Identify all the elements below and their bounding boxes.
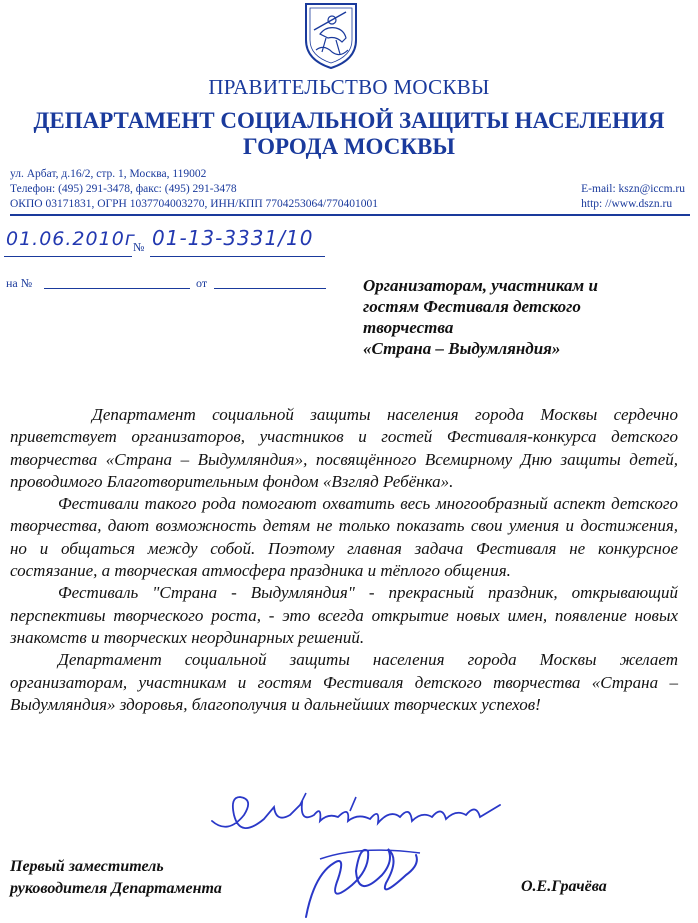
registration-number: 01-13-3331/10 (152, 226, 314, 250)
addressee-line3: творчества (363, 318, 454, 337)
department-title-line2: ГОРОДА МОСКВЫ (243, 134, 455, 159)
reference-underline (44, 288, 190, 289)
handwritten-signature (210, 775, 510, 923)
registration-date: 01.06.2010г (6, 228, 136, 250)
paragraph-3: Фестиваль "Страна - Выдумляндия" - прекрасный праздник, открывающий перспективы творческого роста, - это всегда открытие новых имен, появление новых знакомств и творческих неординарных решений. (10, 583, 678, 647)
moscow-coat-of-arms-icon (302, 0, 360, 70)
email: E-mail: kszn@iccm.ru (581, 183, 685, 195)
number-label: № (133, 240, 145, 254)
from-label: от (196, 276, 208, 290)
signatory-title-line1: Первый заместитель (10, 858, 164, 875)
address: ул. Арбат, д.16/2, стр. 1, Москва, 119002 (10, 168, 207, 180)
date-underline (4, 256, 132, 257)
addressee-line1: Организаторам, участникам и (363, 276, 598, 295)
paragraph-1: Департамент социальной защиты населения города Москвы сердечно приветствует организаторов, участников и гостей Фестиваля-конкурса детского творчества «Страна – Выдумляндия», посвящённого Всемирному Дню защиты детей, проводимого Благотворительным фондом «Взгляд Ребёнка». (10, 405, 678, 491)
addressee-line2: гостям Фестиваля детского (363, 297, 581, 316)
registry-codes: ОКПО 03171831, ОГРН 1037704003270, ИНН/КПП 7704253064/770401001 (10, 198, 378, 210)
letter-body (10, 404, 678, 716)
from-underline (214, 288, 326, 289)
department-title (0, 108, 698, 160)
signatory-title (10, 856, 222, 900)
addressee (363, 275, 683, 359)
phone: Телефон: (495) 291-3478, факс: (495) 291-3478 (10, 183, 237, 195)
header-divider (10, 214, 690, 216)
paragraph-4: Департамент социальной защиты населения города Москвы желает организаторам, участникам и гостям Фестиваля детского творчества «Страна – Выдумляндия» здоровья, благополучия и дальнейших творческих успехов! (10, 650, 678, 714)
reference-label: на № (6, 276, 33, 290)
department-title-line1: ДЕПАРТАМЕНТ СОЦИАЛЬНОЙ ЗАЩИТЫ НАСЕЛЕНИЯ (33, 108, 665, 133)
signatory-title-line2: руководителя Департамента (10, 880, 222, 897)
signatory-name: О.Е.Грачёва (521, 878, 607, 895)
paragraph-2: Фестивали такого рода помогают охватить весь многообразный аспект детского творчества, дают возможность детям не только показать свои умения и достижения, но и общаться между собой. Поэтому главная задача Фестиваля не конкурсное состязание, а творческая атмосфера праздника и тёплого общения. (10, 494, 678, 581)
website: http: //www.dszn.ru (581, 198, 673, 210)
number-underline (150, 256, 325, 257)
address-block (10, 167, 378, 212)
contact-block (581, 182, 685, 212)
addressee-line4: «Страна – Выдумляндия» (363, 339, 561, 358)
government-title: ПРАВИТЕЛЬСТВО МОСКВЫ (208, 75, 490, 99)
